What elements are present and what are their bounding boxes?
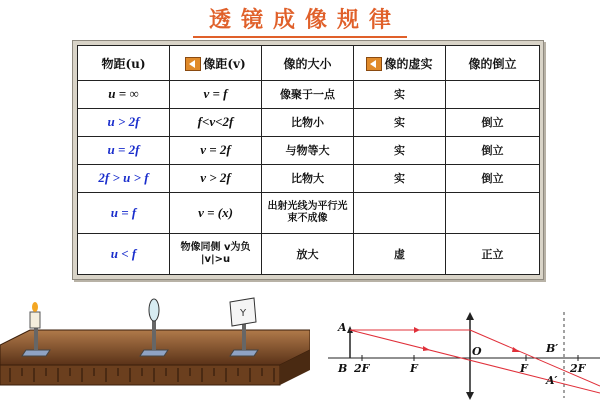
cell-real-virtual: 实 xyxy=(354,136,446,164)
light-rays xyxy=(350,330,600,393)
header-real-virtual: 像的虚实 xyxy=(354,46,446,81)
cell-u: u = f xyxy=(78,192,170,233)
cell-size: 比物大 xyxy=(262,164,354,192)
header-image-size: 像的大小 xyxy=(262,46,354,81)
cell-orientation: 倒立 xyxy=(446,164,540,192)
cell-v: f<v<2f xyxy=(170,108,262,136)
label-B: B xyxy=(338,362,348,375)
cell-size: 比物小 xyxy=(262,108,354,136)
cell-orientation: 倒立 xyxy=(446,136,540,164)
cell-u: u > 2f xyxy=(78,108,170,136)
table-row xyxy=(78,192,540,233)
header-orientation: 像的倒立 xyxy=(446,46,540,81)
speaker-icon[interactable] xyxy=(185,57,201,71)
label-B-prime: B′ xyxy=(546,342,559,355)
cell-real-virtual: 实 xyxy=(354,164,446,192)
table-panel xyxy=(72,40,544,280)
table-row xyxy=(78,164,540,192)
title-text: 透镜成像规律 xyxy=(193,3,407,38)
label-F-left: F xyxy=(410,362,418,375)
header-object-distance: 物距(u) xyxy=(78,46,170,81)
cell-u: u = 2f xyxy=(78,136,170,164)
cell-orientation xyxy=(446,81,540,109)
cell-real-virtual xyxy=(354,192,446,233)
label-O: O xyxy=(472,345,482,358)
label-F-right: F xyxy=(520,362,528,375)
cell-size: 出射光线为平行光束不成像 xyxy=(262,192,354,233)
label-2F-left: 2F xyxy=(354,362,370,375)
table-row xyxy=(78,108,540,136)
table-row xyxy=(78,136,540,164)
table-header-row xyxy=(78,46,540,81)
cell-v: v > 2f xyxy=(170,164,262,192)
label-2F-right: 2F xyxy=(570,362,586,375)
ray-diagram xyxy=(320,300,600,400)
cell-v: v = (x) xyxy=(170,192,262,233)
cell-v: v = f xyxy=(170,81,262,109)
speaker-icon[interactable] xyxy=(366,57,382,71)
table-row xyxy=(78,233,540,274)
cell-u: 2f > u > f xyxy=(78,164,170,192)
cell-orientation: 倒立 xyxy=(446,108,540,136)
page-title xyxy=(0,3,600,33)
cell-v: 物像同侧 v为负 |v|>u xyxy=(170,233,262,274)
cell-v: v = 2f xyxy=(170,136,262,164)
cell-real-virtual: 实 xyxy=(354,81,446,109)
label-A: A xyxy=(338,321,347,334)
table-row xyxy=(78,81,540,109)
cell-u: u = ∞ xyxy=(78,81,170,109)
cell-size: 与物等大 xyxy=(262,136,354,164)
optical-bench-illustration xyxy=(0,290,310,400)
cell-size: 放大 xyxy=(262,233,354,274)
cell-real-virtual: 实 xyxy=(354,108,446,136)
cell-size: 像聚于一点 xyxy=(262,81,354,109)
lens-imaging-table xyxy=(77,45,540,275)
header-image-distance: 像距(v) xyxy=(170,46,262,81)
cell-real-virtual: 虚 xyxy=(354,233,446,274)
cell-u: u < f xyxy=(78,233,170,274)
svg-text:Y: Y xyxy=(240,308,247,319)
cell-orientation xyxy=(446,192,540,233)
label-A-prime: A′ xyxy=(546,374,558,387)
cell-orientation: 正立 xyxy=(446,233,540,274)
